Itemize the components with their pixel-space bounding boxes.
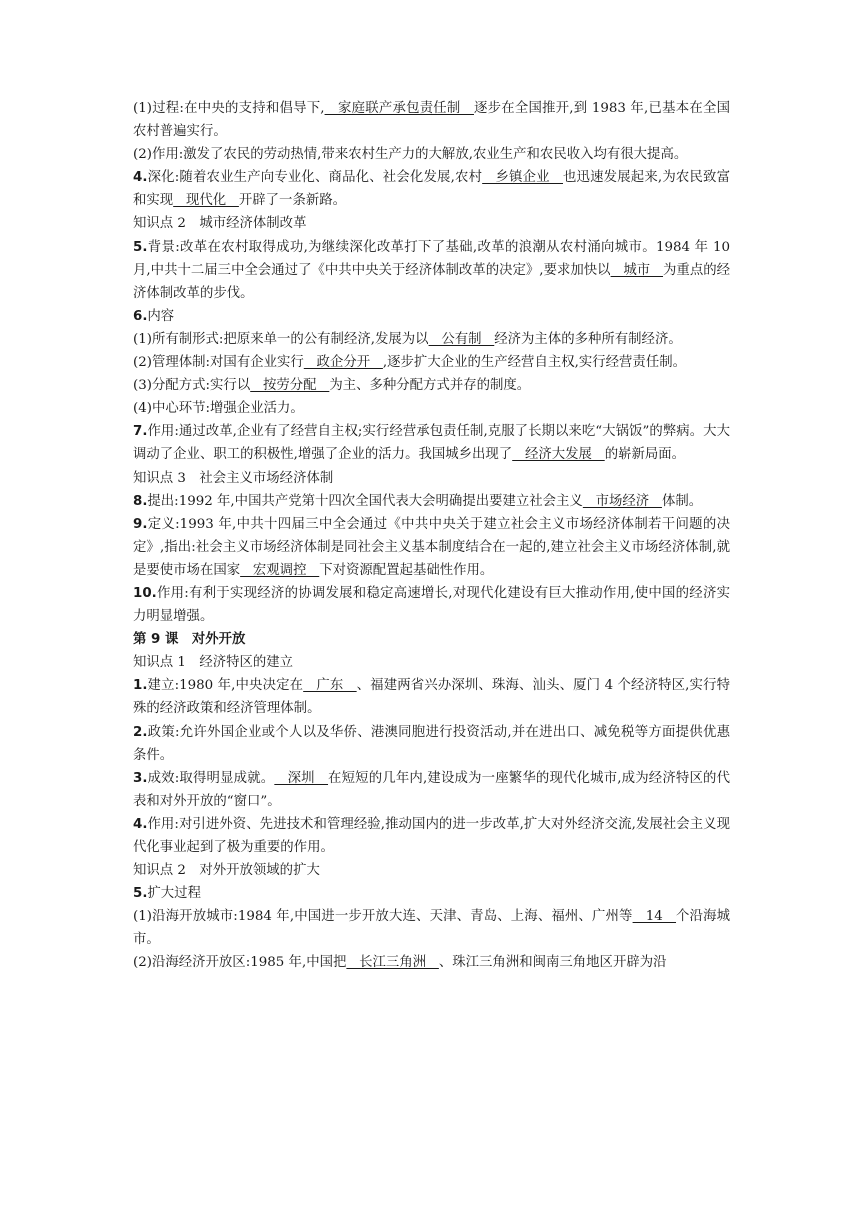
text: 个沿海城市。 [133,909,731,948]
text: 为主、多种分配方式并存的制度。 [329,378,531,394]
text: 的崭新局面。 [604,447,686,463]
paragraph-role [133,582,730,628]
item-number: 1. [133,678,148,694]
text: (2)管理体制:对国有企业实行 [133,355,304,371]
text: 内容 [147,308,175,324]
answer-blank: 14 [632,909,677,925]
paragraph-impact [133,813,730,859]
paragraph-ownership [133,328,730,351]
text: 开辟了一条新路。 [238,193,347,209]
text: 作用:对引进外资、先进技术和管理经验,推动国内的进一步改革,扩大对外经济交流,发展社会主义现代化事业起到了极为重要的作用。 [133,816,730,855]
paragraph-results [133,767,730,813]
text: 建立:1980 年,中央决定在 [147,678,304,694]
paragraph-establish [133,674,730,720]
text: (1)沿海开放城市:1984 年,中国进一步开放大连、天津、青岛、上海、福州、广州等 [133,909,633,925]
paragraph-management [133,351,730,374]
text: 逐步在全国推开,到 1983 年,已基本在全国农村普遍实行。 [133,101,730,140]
answer-blank: 长江三角洲 [346,955,439,971]
paragraph-distribution [133,374,730,397]
paragraph-definition [133,513,730,582]
text: (3)分配方式:实行以 [133,378,251,394]
item-number: 2. [133,724,148,740]
text: 定义:1993 年,中共十四届三中全会通过《中共中央关于建立社会主义市场经济体制若干问题的决定》,指出:社会主义市场经济体制是同社会主义基本制度结合在一起的,建立社会主义市场经济体制,就是要使市场在国家 [133,516,730,578]
paragraph-proposal [133,490,730,513]
text: 深化:随着农业生产向专业化、商品化、社会化发展,农村 [147,170,483,186]
paragraph-function [133,420,730,466]
paragraph-effect: (2)作用:激发了农民的劳动热情,带来农村生产力的大解放,农业生产和农民收入均有很大提高。 [133,147,688,163]
item-number: 9. [133,516,148,532]
answer-blank: 城市 [610,262,664,278]
item-number: 5. [133,239,148,255]
paragraph-coastal-cities [133,905,730,951]
answer-blank: 现代化 [173,193,239,209]
answer-blank: 深圳 [274,770,329,786]
item-number: 5. [133,886,148,902]
text: 体制。 [661,493,703,509]
item-number: 4. [133,816,148,832]
text: 、福建两省兴办深圳、珠海、汕头、厦门 4 个经济特区,实行特殊的经济政策和经济管理体制。 [133,678,731,717]
knowledge-point-heading: 知识点 1 经济特区的建立 [133,655,294,671]
knowledge-point-heading: 知识点 2 对外开放领域的扩大 [133,863,320,879]
text: 为重点的经济体制改革的步伐。 [133,262,731,301]
answer-blank: 广东 [303,678,357,694]
answer-blank: 市场经济 [582,493,662,509]
text: 政策:允许外国企业或个人以及华侨、港澳同胞进行投资活动,并在进出口、减免税等方面提供优惠条件。 [133,724,730,763]
item-number: 8. [133,493,148,509]
text: 作用:通过改革,企业有了经营自主权;实行经营承包责任制,克服了长期以来吃“大锅饭”的弊病。大大调动了企业、职工的积极性,增强了企业的活力。我国城乡出现了 [133,424,730,463]
text: 提出:1992 年,中国共产党第十四次全国代表大会明确提出要建立社会主义 [147,493,583,509]
document-page [133,97,730,975]
answer-blank: 政企分开 [303,355,383,371]
knowledge-point-heading: 知识点 2 城市经济体制改革 [133,216,307,232]
text: 经济为主体的多种所有制经济。 [494,331,682,347]
paragraph-deepening [133,166,730,212]
text: 下对资源配置起基础性作用。 [319,562,494,578]
paragraph-process [133,97,730,143]
text: 背景:改革在农村取得成功,为继续深化改革打下了基础,改革的浪潮从农村涌向城市。1984 年 10 月,中共十二届三中全会通过了《中共中央关于经济体制改革的决定》,要求加快以 [133,239,730,278]
text: (1)过程:在中央的支持和倡导下, [133,101,325,116]
item-number: 3. [133,770,148,786]
paragraph-coastal-zones [133,951,730,974]
answer-blank: 乡镇企业 [482,170,563,186]
paragraph-content [133,305,730,328]
paragraph-expansion [133,882,730,905]
text: 作用:有利于实现经济的协调发展和稳定高速增长,对现代化建设有巨大推动作用,使中国的经济实力明显增强。 [133,585,730,625]
text: 扩大过程 [147,886,201,902]
answer-blank: 按劳分配 [250,378,330,394]
paragraph-central-link: (4)中心环节:增强企业活力。 [133,401,304,417]
answer-blank: 宏观调控 [240,562,320,578]
paragraph-background [133,236,730,305]
item-number: 6. [133,308,148,324]
lesson-title: 第 9 课 对外开放 [133,632,246,648]
text: ,逐步扩大企业的生产经营自主权,实行经营责任制。 [382,355,686,371]
text: (1)所有制形式:把原来单一的公有制经济,发展为以 [133,331,429,347]
item-number: 4. [133,170,148,186]
knowledge-point-heading: 知识点 3 社会主义市场经济体制 [133,470,334,486]
item-number: 10. [133,585,157,601]
answer-blank: 公有制 [428,331,495,347]
answer-blank: 经济大发展 [512,447,605,463]
item-number: 7. [133,424,148,440]
answer-blank: 家庭联产承包责任制 [324,101,474,116]
text: 在短短的几年内,建设成为一座繁华的现代化城市,成为经济特区的代表和对外开放的“窗口”。 [133,770,731,809]
text: 、珠江三角洲和闽南三角地区开辟为沿 [438,955,667,971]
text: 也迅速发展起来,为农民致富和实现 [133,170,730,209]
paragraph-policy [133,721,730,767]
text: 成效:取得明显成就。 [147,770,275,786]
text: (2)沿海经济开放区:1985 年,中国把 [133,955,347,971]
